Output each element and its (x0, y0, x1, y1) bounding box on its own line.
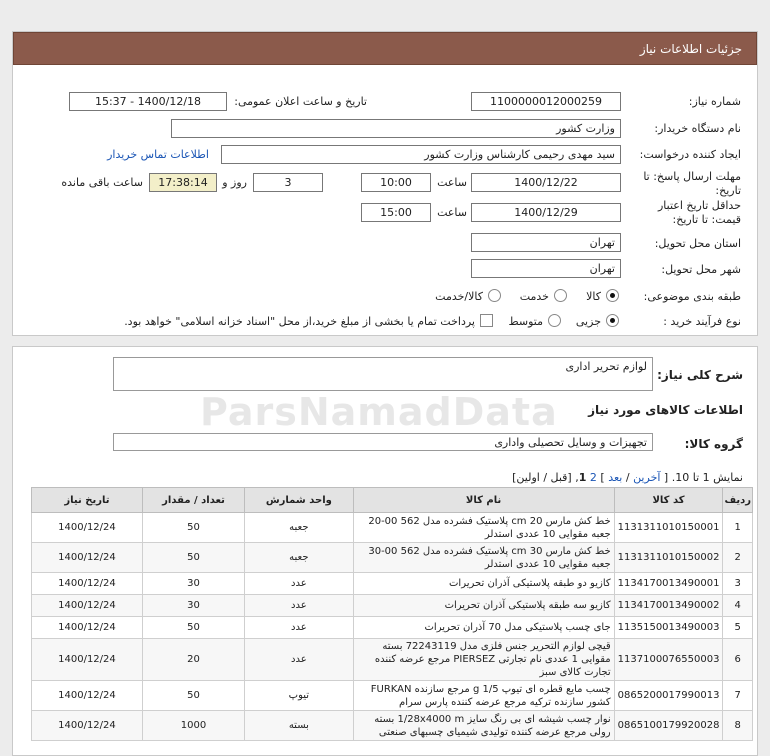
row-number-cell: 6 (723, 639, 753, 681)
process-radio-medium[interactable] (548, 314, 561, 327)
paging-next-link[interactable]: بعد (608, 471, 623, 484)
quantity-cell: 1000 (142, 711, 244, 741)
col-need-date: تاریخ نیاز (32, 488, 143, 513)
category-radio-service[interactable] (554, 289, 567, 302)
pagination: نمایش 1 تا 10. [ آخرین / بعد ] 2 1, [قبل / اولین] (512, 471, 743, 484)
description-label: شرح کلی نیاز: (657, 368, 743, 382)
buyer-label: نام دستگاه خریدار: (654, 122, 741, 135)
validity-label-1: حداقل تاریخ اعتبار (657, 199, 741, 212)
goods-code-cell: 0865100179920028 (614, 711, 723, 741)
quantity-cell: 50 (142, 681, 244, 711)
row-number-cell: 8 (723, 711, 753, 741)
unit-cell: عدد (245, 617, 353, 639)
paging-page-2-link[interactable]: 2 (589, 471, 597, 484)
col-goods-name: نام کالا (353, 488, 614, 513)
table-row[interactable] (32, 513, 753, 543)
deadline-label-2: تاریخ: (715, 184, 741, 197)
validity-time-label: ساعت (437, 206, 467, 219)
category-label: طبقه بندی موضوعی: (643, 290, 741, 303)
col-row-number: ردیف (723, 488, 753, 513)
quantity-cell: 30 (142, 573, 244, 595)
goods-name-cell: خط کش مارس cm 30 پلاستیک فشرده مدل 562 00-30 جعبه مقوایی 10 عددی استدلر (353, 543, 614, 573)
col-unit: واحد شمارش (245, 488, 353, 513)
need-date-cell: 1400/12/24 (32, 595, 143, 617)
goods-name-cell: کازیو سه طبقه پلاستیکی آذران تحریرات (353, 595, 614, 617)
col-quantity: تعداد / مقدار (142, 488, 244, 513)
need-date-cell: 1400/12/24 (32, 573, 143, 595)
province-field[interactable]: تهران (471, 233, 621, 252)
quantity-cell: 50 (142, 543, 244, 573)
quantity-cell: 30 (142, 595, 244, 617)
paging-summary: نمایش 1 تا 10. (671, 471, 743, 484)
announce-field[interactable]: 1400/12/18 - 15:37 (69, 92, 227, 111)
process-label: نوع فرآیند خرید : (663, 315, 741, 328)
category-option-service: خدمت (519, 290, 549, 303)
remaining-label: ساعت باقی مانده (61, 176, 143, 189)
remaining-time-field: 17:38:14 (149, 173, 217, 192)
deadline-date-field[interactable]: 1400/12/22 (471, 173, 621, 192)
unit-cell: عدد (245, 595, 353, 617)
unit-cell: تیوپ (245, 681, 353, 711)
days-field[interactable]: 3 (253, 173, 323, 192)
need-date-cell: 1400/12/24 (32, 681, 143, 711)
table-row[interactable] (32, 681, 753, 711)
need-date-cell: 1400/12/24 (32, 711, 143, 741)
table-row[interactable] (32, 543, 753, 573)
goods-name-cell: خط کش مارس cm 20 پلاستیک فشرده مدل 562 00-20 جعبه مقوایی 10 عددی استدلر (353, 513, 614, 543)
row-number-cell: 1 (723, 513, 753, 543)
panel-title: جزئیات اطلاعات نیاز (639, 42, 742, 56)
row-number-cell: 2 (723, 543, 753, 573)
panel-header (13, 32, 757, 65)
goods-name-cell: نوار چسب شیشه ای بی رنگ سایز 1/28x4000 m بسته رولی مرجع عرضه کننده تولیدی شیمیای چسبهای صنعتی (353, 711, 614, 741)
description-field[interactable]: لوازم تحریر اداری (113, 357, 653, 391)
goods-name-cell: جای چسب پلاستیکی مدل 70 آذران تحریرات (353, 617, 614, 639)
table-row[interactable] (32, 573, 753, 595)
requester-label: ایجاد کننده درخواست: (639, 148, 741, 161)
goods-name-cell: قیچی لوازم التحریر جنس فلزی مدل 72243119 بسته مقوایی 1 عددی نام تجارتی PIERSEZ مرجع عرضه کننده تجارت کالای سبز (353, 639, 614, 681)
city-label: شهر محل تحویل: (661, 263, 741, 276)
table-row[interactable] (32, 617, 753, 639)
goods-group-field[interactable]: تجهیزات و وسایل تحصیلی واداری (113, 433, 653, 451)
goods-code-cell: 1131311010150001 (614, 513, 723, 543)
paging-prev-first: [قبل / اولین] (512, 471, 572, 484)
validity-date-field[interactable]: 1400/12/29 (471, 203, 621, 222)
watermark-text: ParsNamadData (200, 390, 558, 434)
category-option-both: کالا/خدمت (435, 290, 483, 303)
deadline-time-field[interactable]: 10:00 (361, 173, 431, 192)
requester-field[interactable]: سید مهدی رحیمی کارشناس وزارت کشور (221, 145, 621, 164)
need-details-panel (12, 31, 758, 336)
process-radio-minor[interactable] (606, 314, 619, 327)
treasury-payment-checkbox[interactable] (480, 314, 493, 327)
process-option-minor: جزیی (575, 315, 601, 328)
province-label: استان محل تحویل: (654, 237, 741, 250)
goods-code-cell: 1131311010150002 (614, 543, 723, 573)
table-row[interactable] (32, 639, 753, 681)
need-number-field[interactable]: 1100000012000259 (471, 92, 621, 111)
goods-code-cell: 1137100076550003 (614, 639, 723, 681)
deadline-time-label: ساعت (437, 176, 467, 189)
row-number-cell: 3 (723, 573, 753, 595)
need-date-cell: 1400/12/24 (32, 639, 143, 681)
unit-cell: جعبه (245, 513, 353, 543)
col-goods-code: کد کالا (614, 488, 723, 513)
unit-cell: بسته (245, 711, 353, 741)
category-radio-goods[interactable] (606, 289, 619, 302)
table-row[interactable] (32, 595, 753, 617)
goods-name-cell: چسب مایع قطره ای تیوپ 1/5 g مرجع سازنده FURKAN کشور سازنده ترکیه مرجع عرضه کننده پارس سرام (353, 681, 614, 711)
buyer-contact-link[interactable]: اطلاعات تماس خریدار (107, 148, 209, 161)
treasury-payment-note: پرداخت تمام یا بخشی از مبلغ خرید،از محل "اسناد خزانه اسلامی" خواهد بود. (124, 315, 475, 328)
row-number-cell: 5 (723, 617, 753, 639)
table-row[interactable] (32, 711, 753, 741)
quantity-cell: 50 (142, 617, 244, 639)
quantity-cell: 50 (142, 513, 244, 543)
announce-label: تاریخ و ساعت اعلان عمومی: (234, 95, 367, 108)
goods-name-cell: کازیو دو طبقه پلاستیکی آذران تحریرات (353, 573, 614, 595)
goods-group-label: گروه کالا: (684, 437, 743, 451)
goods-code-cell: 0865200017990013 (614, 681, 723, 711)
validity-label-2: قیمت: تا تاریخ: (672, 213, 741, 226)
goods-code-cell: 1135150013490003 (614, 617, 723, 639)
category-radio-both[interactable] (488, 289, 501, 302)
need-date-cell: 1400/12/24 (32, 617, 143, 639)
process-option-medium: متوسط (508, 315, 543, 328)
buyer-field[interactable]: وزارت کشور (171, 119, 621, 138)
row-number-cell: 7 (723, 681, 753, 711)
validity-time-field[interactable]: 15:00 (361, 203, 431, 222)
need-date-cell: 1400/12/24 (32, 543, 143, 573)
goods-table-body (32, 513, 753, 741)
city-field[interactable]: تهران (471, 259, 621, 278)
need-date-cell: 1400/12/24 (32, 513, 143, 543)
days-label: روز و (222, 176, 247, 189)
unit-cell: جعبه (245, 543, 353, 573)
unit-cell: عدد (245, 639, 353, 681)
goods-code-cell: 1134170013490001 (614, 573, 723, 595)
goods-info-title: اطلاعات کالاهای مورد نیاز (588, 403, 743, 417)
goods-code-cell: 1134170013490002 (614, 595, 723, 617)
category-option-goods: کالا (586, 290, 601, 303)
need-number-label: شماره نیاز: (688, 95, 741, 108)
row-number-cell: 4 (723, 595, 753, 617)
unit-cell: عدد (245, 573, 353, 595)
paging-last-link[interactable]: آخرین (633, 471, 661, 484)
deadline-label-1: مهلت ارسال پاسخ: تا (643, 170, 741, 183)
quantity-cell: 20 (142, 639, 244, 681)
table-header-row (32, 488, 753, 513)
goods-table (31, 487, 753, 741)
paging-current-page: 1 (578, 471, 587, 484)
